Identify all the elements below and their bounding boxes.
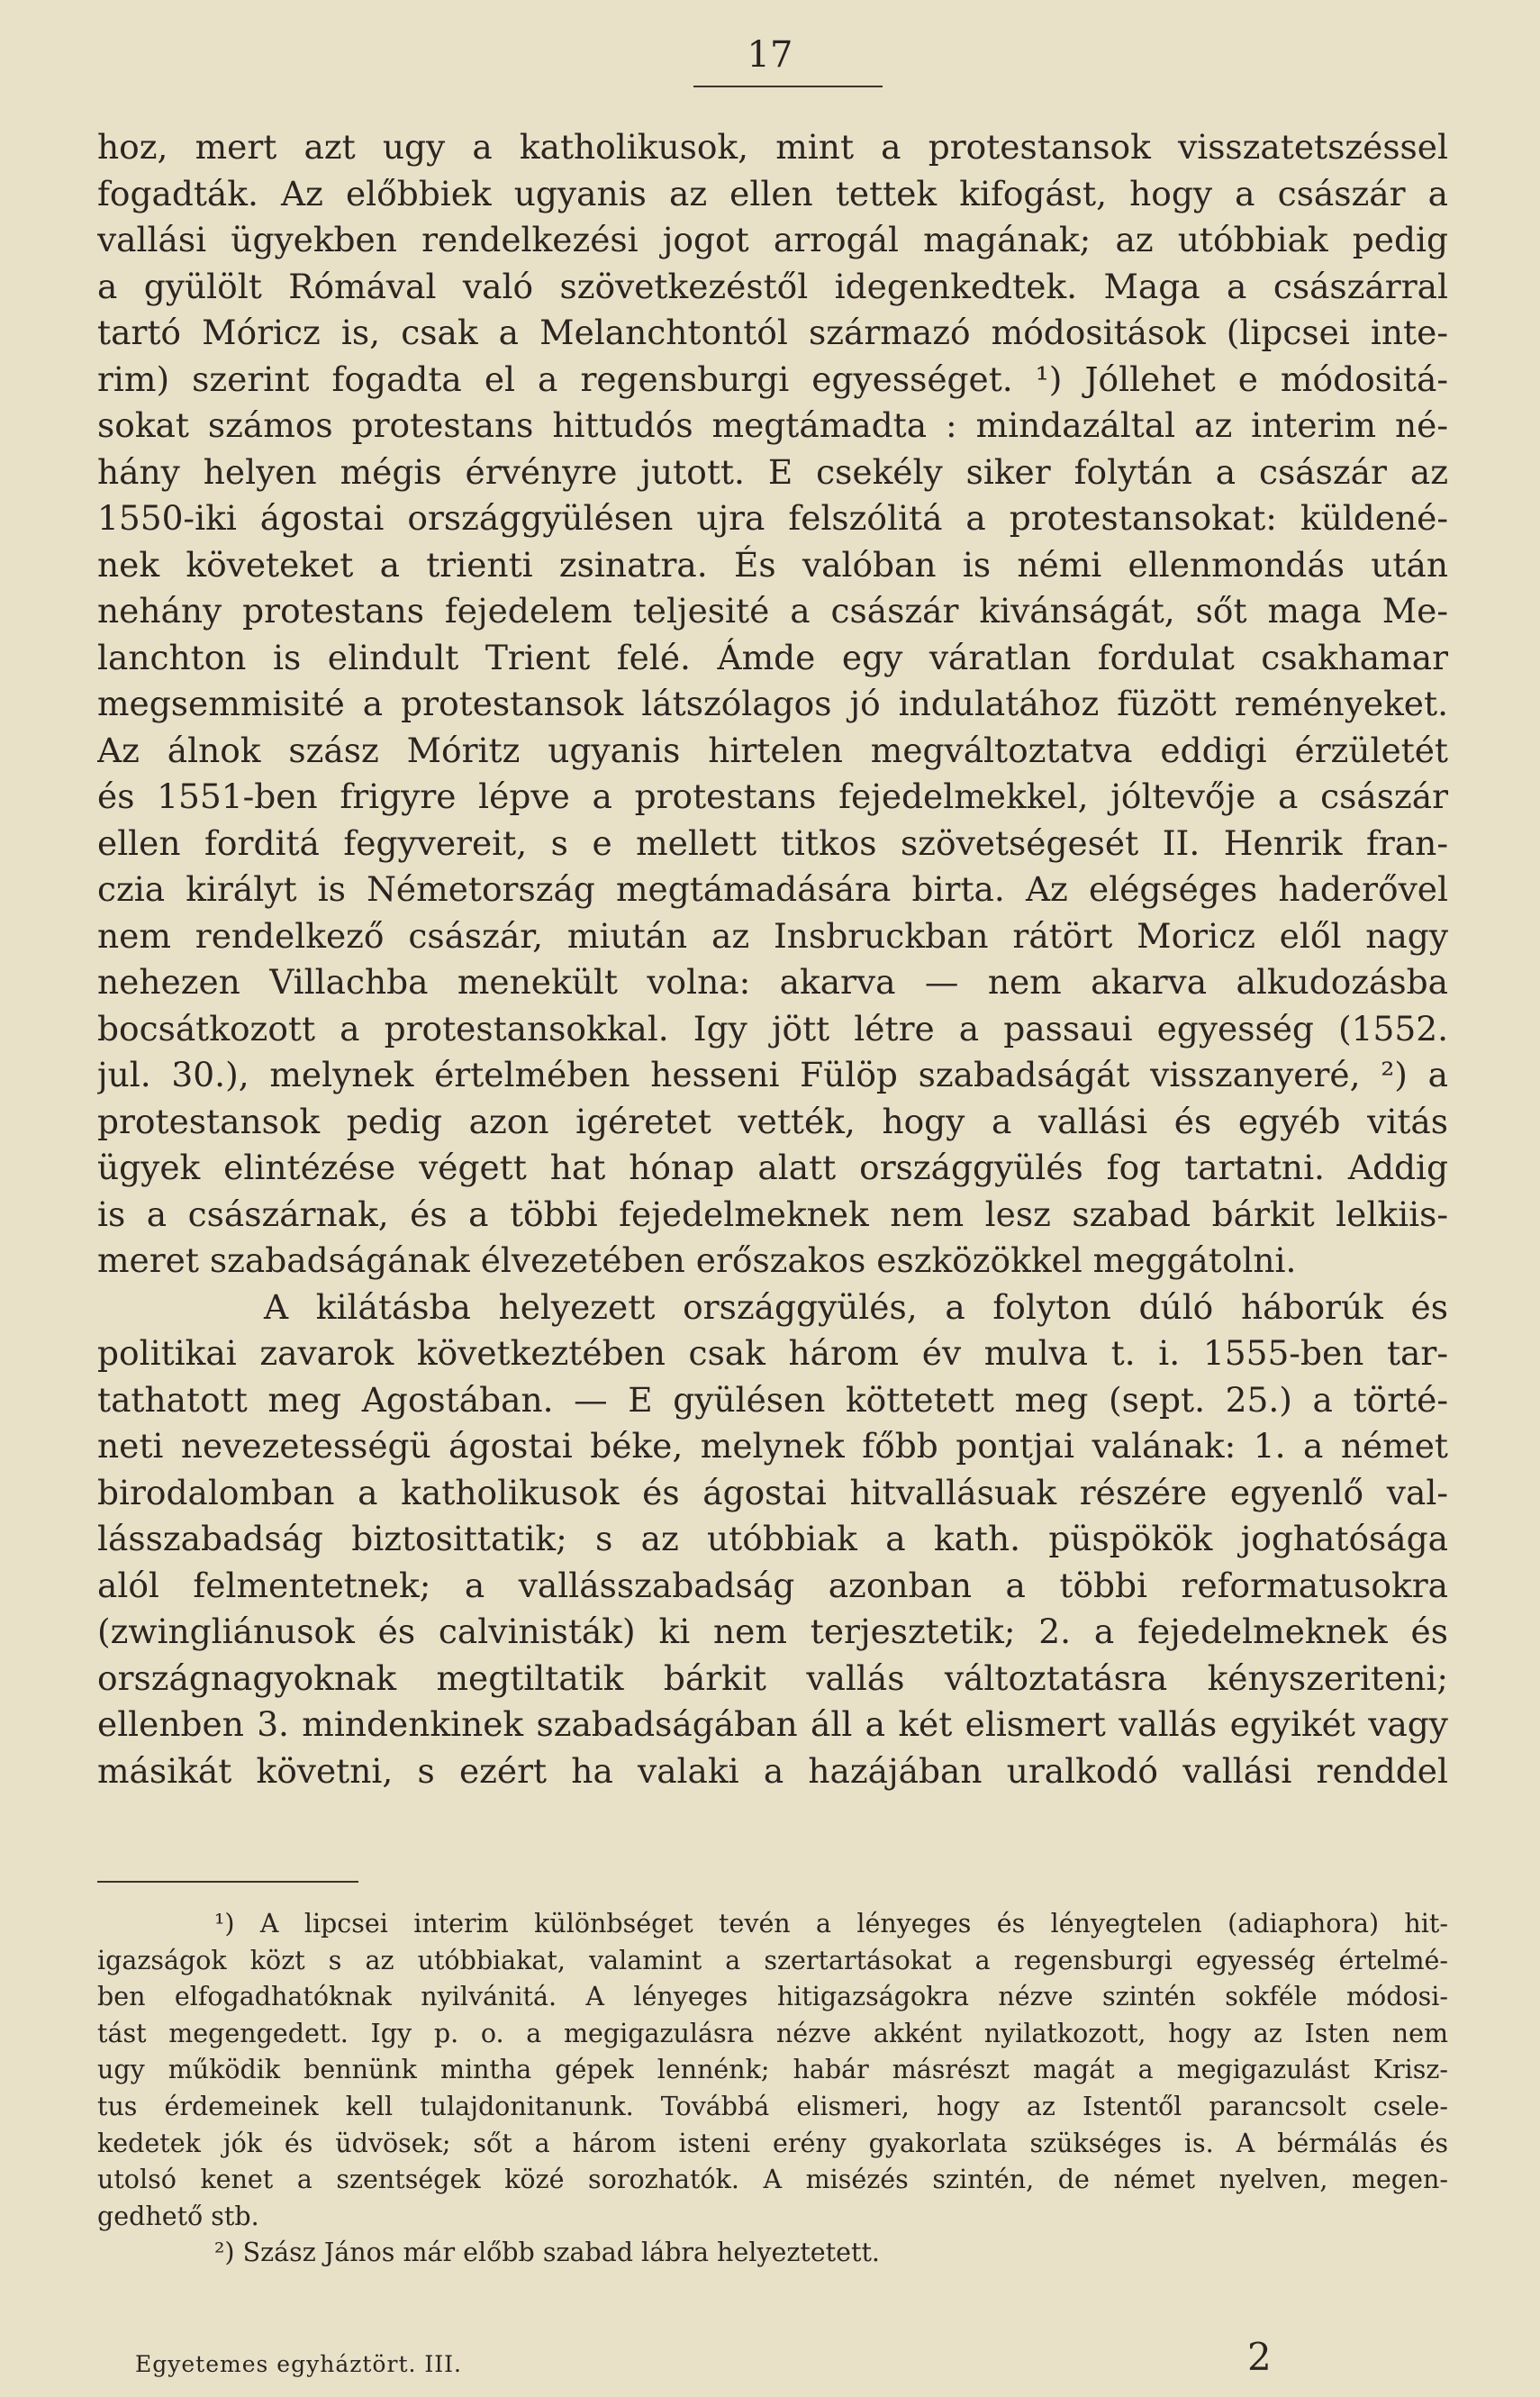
text-line: Az álnok szász Móritz ugyanis hirtelen megváltoztatva eddigi érzületét: [97, 730, 1448, 770]
text-line: fogadták. Az előbbiek ugyanis az ellen tettek kifogást, hogy a császár a: [97, 173, 1448, 213]
text-line: lanchton is elindult Trient felé. Ámde egy váratlan fordulat csakhamar: [97, 637, 1448, 677]
text-line: nem rendelkező császár, miután az Insbruckban rátört Moricz elől nagy: [97, 915, 1448, 956]
text-line: meret szabadságának élvezetében erőszakos eszközökkel meggátolni.: [97, 1240, 1297, 1280]
text-line: hány helyen mégis érvényre jutott. E csekély siker folytán a császár az: [97, 451, 1448, 492]
footnote-line: ugy működik bennünk mintha gépek lennénk; habár másrészt magát a megigazulást Krisz-: [97, 2055, 1448, 2085]
sheet-number: 2: [1247, 2335, 1272, 2379]
text-line: sokat számos protestans hittudós megtámadta : mindazáltal az interim né-: [97, 405, 1448, 445]
text-line: ellenben 3. mindenkinek szabadságában áll a két elismert vallás egyikét vagy: [97, 1704, 1448, 1744]
text-line: rim) szerint fogadta el a regensburgi egyességet. ¹) Jóllehet e módositá-: [97, 359, 1448, 399]
text-line: neti nevezetességü ágostai béke, melynek főbb pontjai valának: 1. a német: [97, 1426, 1448, 1466]
text-line: czia királyt is Németország megtámadására birta. Az elégséges haderővel: [97, 869, 1448, 909]
footnote-line: tus érdemeinek kell tulajdonitanunk. Továbbá elismeri, hogy az Istentől parancsolt csele-: [97, 2091, 1448, 2121]
text-line: 1550-iki ágostai országgyülésen ujra felszólitá a protestansokat: küldené-: [97, 498, 1448, 538]
text-line: tathatott meg Agostában. — E gyülésen köttetett meg (sept. 25.) a törté-: [97, 1379, 1448, 1420]
text-line: birodalomban a katholikusok és ágostai hitvallásuak részére egyenlő val-: [97, 1472, 1448, 1512]
text-line: (zwingliánusok és calvinisták) ki nem terjesztetik; 2. a fejedelmeknek és: [97, 1612, 1448, 1651]
text-line: hoz, mert azt ugy a katholikusok, mint a protestansok visszatetszéssel: [97, 127, 1448, 167]
body-text: [97, 124, 1448, 1794]
footnote-rule: [97, 1881, 358, 1883]
printer-signature: Egyetemes egyháztört. III.: [135, 2351, 462, 2377]
footnote-line: tást megengedett. Igy p. o. a megigazulásra nézve akként nyilatkozott, hogy az Isten nem: [97, 2018, 1448, 2048]
text-line: megsemmisité a protestansok látszólagos jó indulatához füzött reményeket.: [97, 684, 1448, 723]
text-line: nehezen Villachba menekült volna: akarva — nem akarva alkudozásba: [97, 962, 1448, 1002]
text-line: lásszabadság biztosittatik; s az utóbbiak a kath. püspökök joghatósága: [97, 1519, 1448, 1558]
footnote-line: utolsó kenet a szentségek közé sorozhatók. A misézés szintén, de német nyelven, megen-: [97, 2165, 1448, 2195]
text-line: országnagyoknak megtiltatik bárkit vallás változtatásra kényszeriteni;: [97, 1657, 1448, 1698]
text-line: nehány protestans fejedelem teljesité a császár kivánságát, sőt maga Me-: [97, 591, 1448, 631]
footnote-line: ¹) A lipcsei interim különbséget tevén a lényeges és lényegtelen (adiaphora) hit-: [214, 1909, 1448, 1938]
text-line: másikát követni, s ezért ha valaki a hazájában uralkodó vallási renddel: [97, 1750, 1448, 1791]
text-line: protestansok pedig azon igéretet vették, hogy a vallási és egyéb vitás: [97, 1101, 1448, 1141]
text-line: A kilátásba helyezett országgyülés, a folyton dúló háborúk és: [264, 1286, 1448, 1327]
page-number: 17: [747, 34, 793, 76]
text-line: vallási ügyekben rendelkezési jogot arrogál magának; az utóbbiak pedig: [97, 220, 1448, 259]
footnotes: [97, 1906, 1448, 2272]
footnote-line: ben elfogadhatóknak nyilvánitá. A lényeges hitigazságokra nézve szintén sokféle módosi-: [97, 1982, 1448, 2012]
footnote-line: ²) Szász János már előbb szabad lábra helyeztetett.: [214, 2238, 880, 2268]
text-line: ellen forditá fegyvereit, s e mellett titkos szövetségesét II. Henrik fran-: [97, 822, 1448, 863]
text-line: a gyülölt Rómával való szövetkezéstől idegenkedtek. Maga a császárral: [97, 266, 1448, 306]
text-line: nek követeket a trienti zsinatra. És valóban is némi ellenmondás után: [97, 544, 1448, 585]
text-line: is a császárnak, és a többi fejedelmeknek nem lesz szabad bárkit lelkiis-: [97, 1194, 1448, 1234]
footnote-line: gedhető stb.: [97, 2201, 259, 2231]
page-number-rule: [693, 86, 883, 87]
footnote-line: igazságok közt s az utóbbiakat, valamint a szertartásokat a regensburgi egyesség értelmé-: [97, 1945, 1448, 1975]
text-line: politikai zavarok következtében csak három év mulva t. i. 1555-ben tar-: [97, 1333, 1448, 1373]
footnote-line: kedetek jók és üdvösek; sőt a három isteni erény gyakorlata szükséges is. A bérmálás és: [97, 2128, 1448, 2158]
text-line: alól felmentetnek; a vallásszabadság azonban a többi reformatusokra: [97, 1565, 1448, 1605]
text-line: bocsátkozott a protestansokkal. Igy jött létre a passaui egyesség (1552.: [97, 1008, 1448, 1049]
text-line: és 1551-ben frigyre lépve a protestans fejedelmekkel, jóltevője a császár: [97, 776, 1448, 816]
text-line: jul. 30.), melynek értelmében hesseni Fülöp szabadságát visszanyeré, ²) a: [97, 1055, 1448, 1094]
text-line: tartó Móricz is, csak a Melanchtontól származó módositások (lipcsei inte-: [97, 313, 1448, 352]
text-line: ügyek elintézése végett hat hónap alatt országgyülés fog tartatni. Addig: [97, 1148, 1448, 1187]
